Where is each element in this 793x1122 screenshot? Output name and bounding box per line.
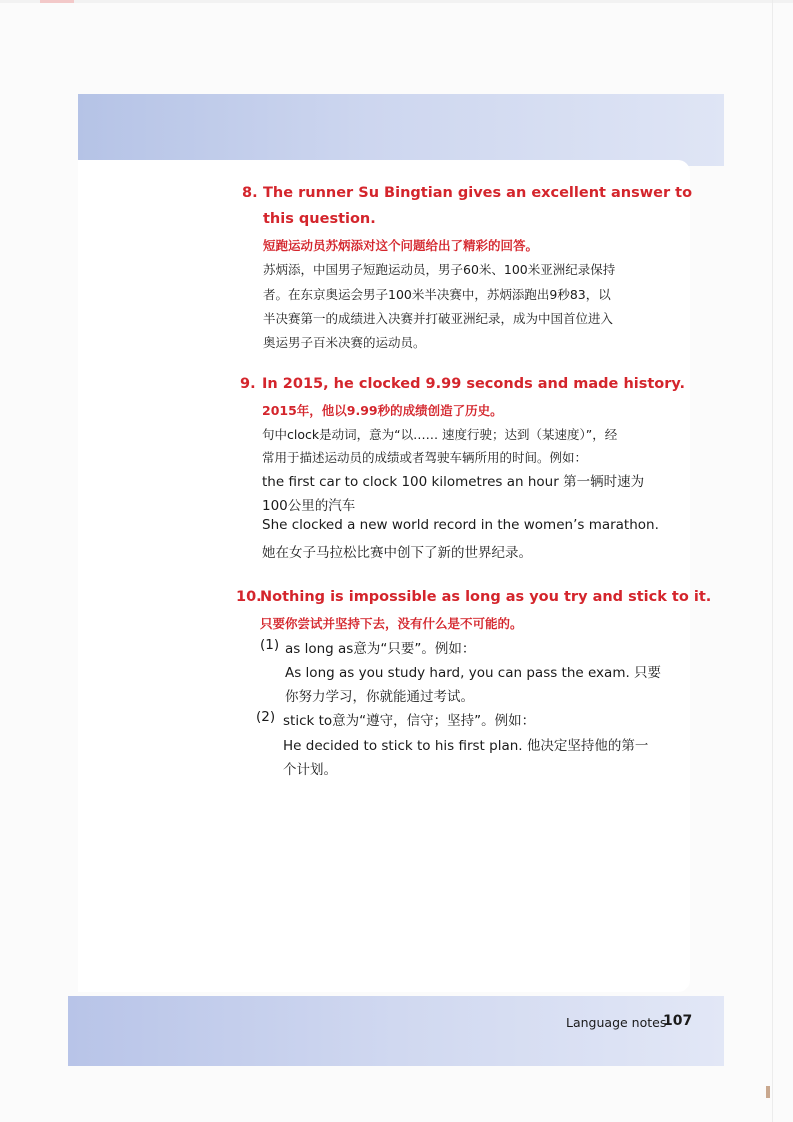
note-translation: 只要你尝试并坚持下去，没有什么是不可能的。 [260, 616, 523, 631]
note-body-line: 苏炳添，中国男子短跑运动员，男子60米、100米亚洲纪录保持 [263, 262, 616, 277]
top-edge-mark [40, 0, 74, 3]
note-translation: 短跑运动员苏炳添对这个问题给出了精彩的回答。 [263, 238, 539, 253]
point-marker: (1) [260, 637, 280, 653]
example-line: 100公里的汽车 [262, 498, 356, 514]
example-line: the first car to clock 100 kilometres an hour 第一辆时速为 [262, 474, 645, 490]
page-number: 107 [663, 1013, 693, 1029]
point-lead: as long as意为“只要”。例如： [285, 641, 476, 657]
point-marker: (2) [256, 709, 276, 725]
note-translation: 2015年，他以9.99秒的成绩创造了历史。 [262, 403, 503, 418]
note-body-line: 半决赛第一的成绩进入决赛并打破亚洲纪录，成为中国首位进入 [263, 311, 614, 326]
example-line: 她在女子马拉松比赛中创下了新的世界纪录。 [262, 545, 532, 561]
page-right-edge [772, 0, 773, 1122]
note-title-line: this question. [263, 211, 376, 227]
note-title-line: Nothing is impossible as long as you try and stick to it. [260, 589, 712, 605]
example-line: He decided to stick to his first plan. 他决定坚持他的第一 [283, 738, 649, 754]
note-body-line: 句中clock是动词，意为“以…… 速度行驶；达到（某速度）”，经 [262, 427, 618, 442]
note-title-line: The runner Su Bingtian gives an excellent answer to [263, 185, 693, 201]
bottom-decorative-band [68, 996, 724, 1066]
page-top-edge [0, 0, 793, 3]
note-title-line: In 2015, he clocked 9.99 seconds and made history. [262, 376, 686, 392]
note-body-line: 奥运男子百米决赛的运动员。 [263, 335, 426, 350]
example-line: 你努力学习，你就能通过考试。 [285, 689, 474, 705]
example-line: 个计划。 [283, 762, 337, 778]
edge-bookmark [766, 1086, 770, 1098]
example-line: She clocked a new world record in the women’s marathon. [262, 517, 659, 533]
footer-section-label: Language notes [566, 1015, 667, 1030]
note-body-line: 常用于描述运动员的成绩或者驾驶车辆所用的时间。例如： [262, 450, 588, 465]
note-number: 9. [240, 376, 256, 392]
top-decorative-band [78, 94, 724, 166]
note-body-line: 者。在东京奥运会男子100米半决赛中，苏炳添跑出9秒83，以 [263, 287, 611, 302]
note-number: 8. [242, 185, 258, 201]
note-number: 10. [236, 589, 262, 605]
example-line: As long as you study hard, you can pass the exam. 只要 [285, 665, 662, 681]
point-lead: stick to意为“遵守，信守；坚持”。例如： [283, 713, 536, 729]
